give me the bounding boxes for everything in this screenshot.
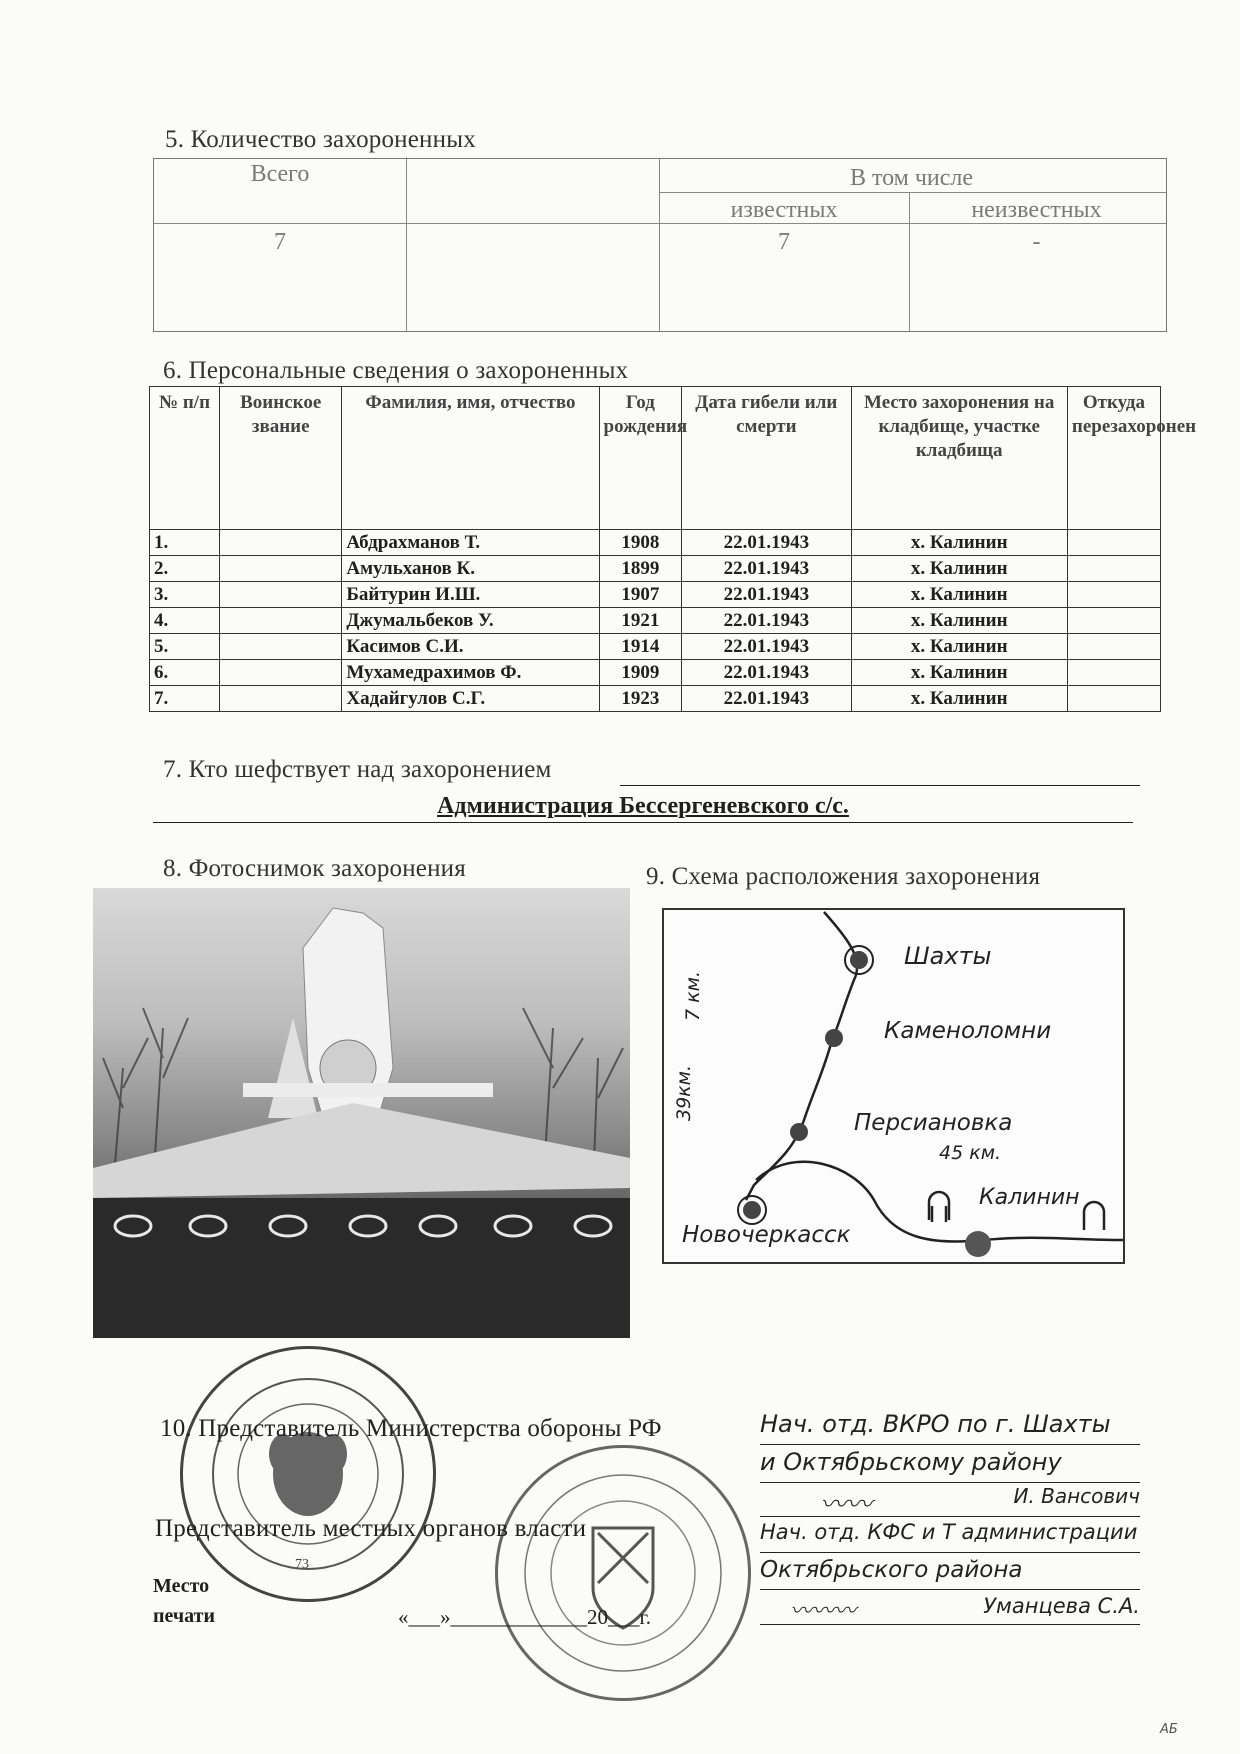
header-number: № п/п <box>150 387 220 530</box>
local-representative-line1: Нач. отд. КФС и Т администрации <box>760 1520 1140 1553</box>
mo-representative-line2: и Октябрьскому району <box>760 1448 1140 1483</box>
table-row <box>150 660 1161 686</box>
row-number: 5. <box>150 634 220 660</box>
row-from <box>1067 582 1160 608</box>
row-place: х. Калинин <box>851 660 1067 686</box>
military-seal-number: 73 <box>295 1557 309 1572</box>
header-death-date: Дата гибели или смерти <box>682 387 851 530</box>
mo-representative-name: И. Вансович <box>1013 1484 1140 1508</box>
row-from <box>1067 530 1160 556</box>
mo-representative-signature <box>760 1484 1140 1520</box>
mo-representative-line1: Нач. отд. ВКРО по г. Шахты <box>760 1410 1140 1445</box>
section8-title: 8. Фотоснимок захоронения <box>163 855 466 882</box>
municipal-seal <box>495 1445 751 1701</box>
label-distance-45: 45 км. <box>939 1142 1002 1164</box>
row-number: 2. <box>150 556 220 582</box>
row-place: х. Калинин <box>851 634 1067 660</box>
label-persianovka: Персиановка <box>854 1110 1013 1136</box>
stamp-print-label: печати <box>153 1605 216 1627</box>
label-distance-7: 7 км. <box>681 971 704 1021</box>
unknown-value: - <box>1032 229 1041 255</box>
monument-photo-image <box>93 888 630 1338</box>
row-year: 1907 <box>599 582 682 608</box>
header-name: Фамилия, имя, отчество <box>342 387 599 530</box>
header-birth-year: Год рождения <box>599 387 682 530</box>
row-place: х. Калинин <box>851 686 1067 712</box>
burial-photo <box>93 888 630 1338</box>
row-name: Джумальбеков У. <box>342 608 599 634</box>
header-reburied-from: Откуда перезахоронен <box>1067 387 1160 530</box>
known-value: 7 <box>778 229 790 255</box>
row-year: 1923 <box>599 686 682 712</box>
row-name: Абдрахманов Т. <box>342 530 599 556</box>
label-kalinin: Калинин <box>979 1185 1080 1210</box>
row-name: Мухамедрахимов Ф. <box>342 660 599 686</box>
label-novocherkassk: Новочеркасск <box>682 1222 851 1248</box>
row-number: 3. <box>150 582 220 608</box>
military-seal <box>180 1346 436 1602</box>
row-year: 1908 <box>599 530 682 556</box>
row-rank <box>220 582 342 608</box>
corner-mark: АБ <box>1160 1722 1178 1737</box>
monument-symbol-icon <box>1084 1202 1104 1230</box>
section9-title: 9. Схема расположения захоронения <box>646 863 1041 890</box>
row-from <box>1067 686 1160 712</box>
city-kamenolomni-marker <box>825 1029 843 1047</box>
col-unknown-header: неизвестных <box>971 197 1102 223</box>
row-year: 1914 <box>599 634 682 660</box>
burial-site-marker <box>965 1231 991 1257</box>
row-date: 22.01.1943 <box>682 686 851 712</box>
row-rank <box>220 530 342 556</box>
row-from <box>1067 660 1160 686</box>
row-name: Байтурин И.Ш. <box>342 582 599 608</box>
row-place: х. Калинин <box>851 608 1067 634</box>
row-date: 22.01.1943 <box>682 608 851 634</box>
table-row <box>150 530 1161 556</box>
label-kamenolomni: Каменоломни <box>884 1018 1052 1044</box>
row-year: 1899 <box>599 556 682 582</box>
patron-underline-1 <box>620 785 1140 786</box>
row-name: Хадайгулов С.Г. <box>342 686 599 712</box>
city-persianovka-marker <box>790 1123 808 1141</box>
row-from <box>1067 634 1160 660</box>
table-row <box>150 556 1161 582</box>
header-burial-place: Место захоронения на кладбище, участке кладбища <box>851 387 1067 530</box>
row-from <box>1067 608 1160 634</box>
total-value: 7 <box>274 229 286 255</box>
local-representative-name: Уманцева С.А. <box>983 1594 1140 1618</box>
table-row <box>150 608 1161 634</box>
personal-data-table <box>149 386 1197 712</box>
row-from <box>1067 556 1160 582</box>
row-rank <box>220 686 342 712</box>
section7-title: 7. Кто шефствует над захоронением <box>163 756 552 783</box>
table-header-row <box>150 387 1161 530</box>
row-place: х. Калинин <box>851 556 1067 582</box>
label-distance-39: 39км. <box>673 1064 696 1122</box>
row-year: 1921 <box>599 608 682 634</box>
row-rank <box>220 608 342 634</box>
signature-scribble-icon: 〰〰〰 <box>790 1599 857 1624</box>
burial-count-table <box>153 158 1167 332</box>
row-date: 22.01.1943 <box>682 556 851 582</box>
section10-title: 10. Представитель Министерства обороны РФ <box>160 1415 662 1442</box>
row-year: 1909 <box>599 660 682 686</box>
row-rank <box>220 556 342 582</box>
row-date: 22.01.1943 <box>682 634 851 660</box>
row-place: х. Калинин <box>851 582 1067 608</box>
local-representative-line2: Октябрьского района <box>760 1557 1140 1590</box>
col-total-header: Всего <box>250 161 310 187</box>
row-rank <box>220 660 342 686</box>
row-place: х. Калинин <box>851 530 1067 556</box>
col-including-header: В том числе <box>849 165 974 191</box>
local-representative-signature <box>760 1594 1140 1625</box>
row-rank <box>220 634 342 660</box>
table-row <box>150 634 1161 660</box>
row-number: 7. <box>150 686 220 712</box>
row-name: Амульханов К. <box>342 556 599 582</box>
patron-value: Администрация Бессергеневского с/с. <box>153 790 1133 823</box>
date-field: «___»_____________20___г. <box>398 1605 651 1629</box>
col-known-header: известных <box>730 197 838 223</box>
municipal-seal-image <box>498 1448 748 1698</box>
row-number: 4. <box>150 608 220 634</box>
row-date: 22.01.1943 <box>682 530 851 556</box>
stamp-place-label: Место <box>153 1575 210 1597</box>
row-number: 6. <box>150 660 220 686</box>
row-number: 1. <box>150 530 220 556</box>
row-date: 22.01.1943 <box>682 660 851 686</box>
table-row <box>150 686 1161 712</box>
table-row <box>150 582 1161 608</box>
row-date: 22.01.1943 <box>682 582 851 608</box>
header-rank: Воинское звание <box>220 387 342 530</box>
signature-scribble-icon: 〰〰 <box>820 1490 873 1520</box>
label-shakhty: Шахты <box>904 942 992 970</box>
row-name: Касимов С.И. <box>342 634 599 660</box>
section5-title: 5. Количество захороненных <box>165 126 476 153</box>
section6-title: 6. Персональные сведения о захороненных <box>163 357 629 384</box>
local-authority-title: Представитель местных органов власти <box>155 1515 587 1542</box>
location-scheme-map <box>662 908 1125 1264</box>
